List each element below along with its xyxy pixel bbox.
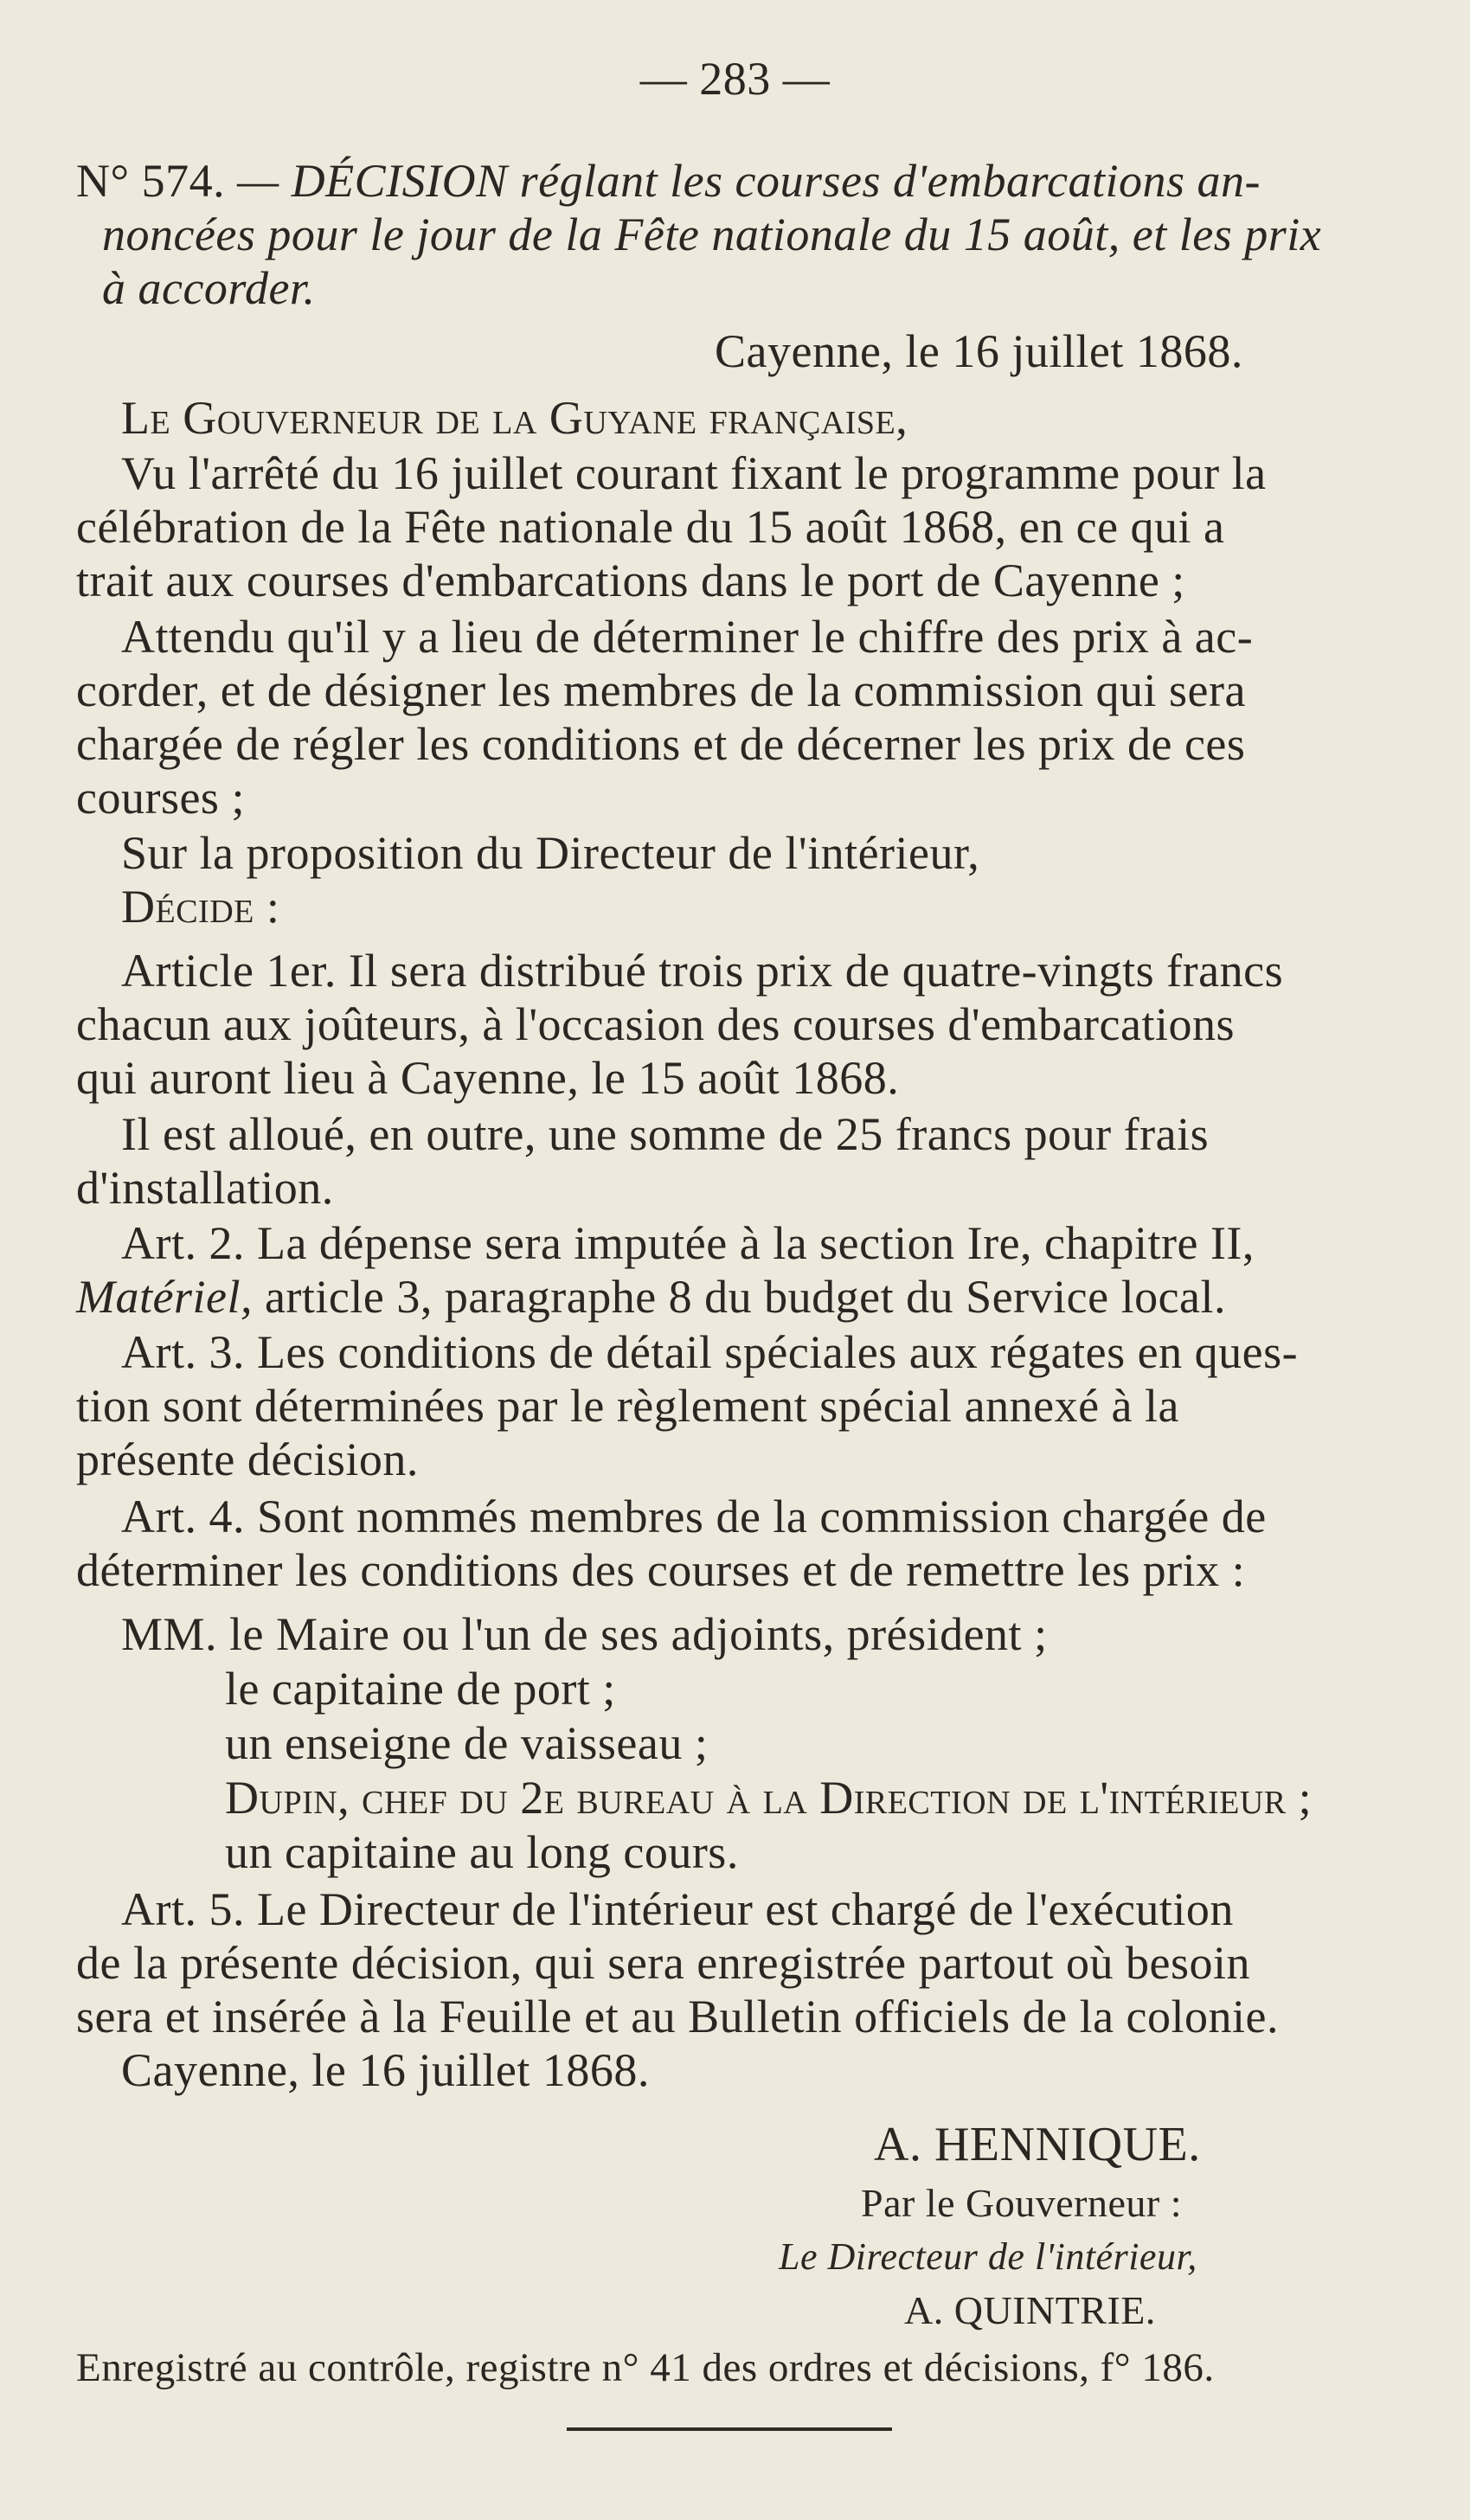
body-line: Attendu qu'il y a lieu de déterminer le chiffre des prix à ac- (121, 611, 1254, 663)
decision-title-line-3: à accorder. (102, 262, 316, 314)
article-2-line (76, 1270, 1374, 1324)
governor-heading: Le Gouverneur de la Guyane française, (121, 392, 908, 444)
signature-name: A. HENNIQUE. (874, 2118, 1201, 2171)
decision-number: N° 574. (76, 155, 226, 207)
signature-role: Le Directeur de l'intérieur, (779, 2235, 1197, 2278)
article-3-line: Art. 3. Les conditions de détail spéciales aux régates en ques- (121, 1326, 1299, 1378)
closing-rule (567, 2427, 892, 2431)
body-line: Vu l'arrêté du 16 juillet courant fixant le programme pour la (121, 447, 1267, 499)
body-line: chargée de régler les conditions et de décerner les prix de ces (76, 718, 1246, 770)
article-1-line: chacun aux joûteurs, à l'occasion des courses d'embarcations (76, 998, 1235, 1050)
article-1-line: d'installation. (76, 1162, 334, 1214)
article-3-line: présente décision. (76, 1433, 419, 1485)
article-4-line: Art. 4. Sont nommés membres de la commission chargée de (121, 1491, 1267, 1542)
member-line: un enseigne de vaisseau ; (225, 1717, 709, 1769)
article-5-line: Art. 5. Le Directeur de l'intérieur est chargé de l'exécution (121, 1883, 1234, 1935)
decision-title-text: — DÉCISION réglant les courses d'embarcations an- (237, 155, 1261, 207)
member-line: Dupin, chef du 2e bureau à la Direction de l'intérieur ; (225, 1772, 1313, 1824)
article-2-line: Art. 2. La dépense sera imputée à la section Ire, chapitre II, (121, 1217, 1255, 1269)
page-number: — 283 — (639, 53, 831, 105)
decide-heading: Décide : (121, 881, 280, 933)
signature-signer: A. QUINTRIE. (904, 2288, 1156, 2332)
article-5-line: de la présente décision, qui sera enregistrée partout où besoin (76, 1937, 1251, 1989)
materiel-label: Matériel, (76, 1271, 253, 1323)
member-line: MM. le Maire ou l'un de ses adjoints, président ; (121, 1608, 1048, 1660)
article-5-line: sera et insérée à la Feuille et au Bulletin officiels de la colonie. (76, 1991, 1279, 2042)
body-line: courses ; (76, 772, 245, 824)
body-line: célébration de la Fête nationale du 15 août 1868, en ce qui a (76, 501, 1225, 553)
member-line: le capitaine de port ; (225, 1663, 616, 1715)
article-1-line: Il est alloué, en outre, une somme de 25 francs pour frais (121, 1108, 1210, 1160)
body-line: corder, et de désigner les membres de la commission qui sera (76, 664, 1246, 716)
dateline: Cayenne, le 16 juillet 1868. (715, 325, 1243, 377)
article-1-line: qui auront lieu à Cayenne, le 15 août 1868. (76, 1052, 900, 1104)
article-3-line: tion sont déterminées par le règlement spécial annexé à la (76, 1380, 1179, 1432)
decision-title-line-2: noncées pour le jour de la Fête nationale du 15 août, et les prix (102, 208, 1322, 260)
closing-date: Cayenne, le 16 juillet 1868. (121, 2044, 650, 2096)
signature-by: Par le Gouverneur : (861, 2181, 1182, 2225)
article-1-line: Article 1er. Il sera distribué trois prix de quatre-vingts francs (121, 945, 1284, 997)
decision-title-line-1 (76, 154, 1374, 208)
body-line: trait aux courses d'embarcations dans le port de Cayenne ; (76, 555, 1185, 606)
article-2-text: article 3, paragraphe 8 du budget du Service local. (252, 1271, 1227, 1323)
registration-note: Enregistré au contrôle, registre n° 41 des ordres et décisions, f° 186. (76, 2345, 1215, 2390)
member-line: un capitaine au long cours. (225, 1826, 739, 1878)
article-4-line: déterminer les conditions des courses et de remettre les prix : (76, 1544, 1246, 1596)
body-line: Sur la proposition du Directeur de l'intérieur, (121, 827, 980, 879)
